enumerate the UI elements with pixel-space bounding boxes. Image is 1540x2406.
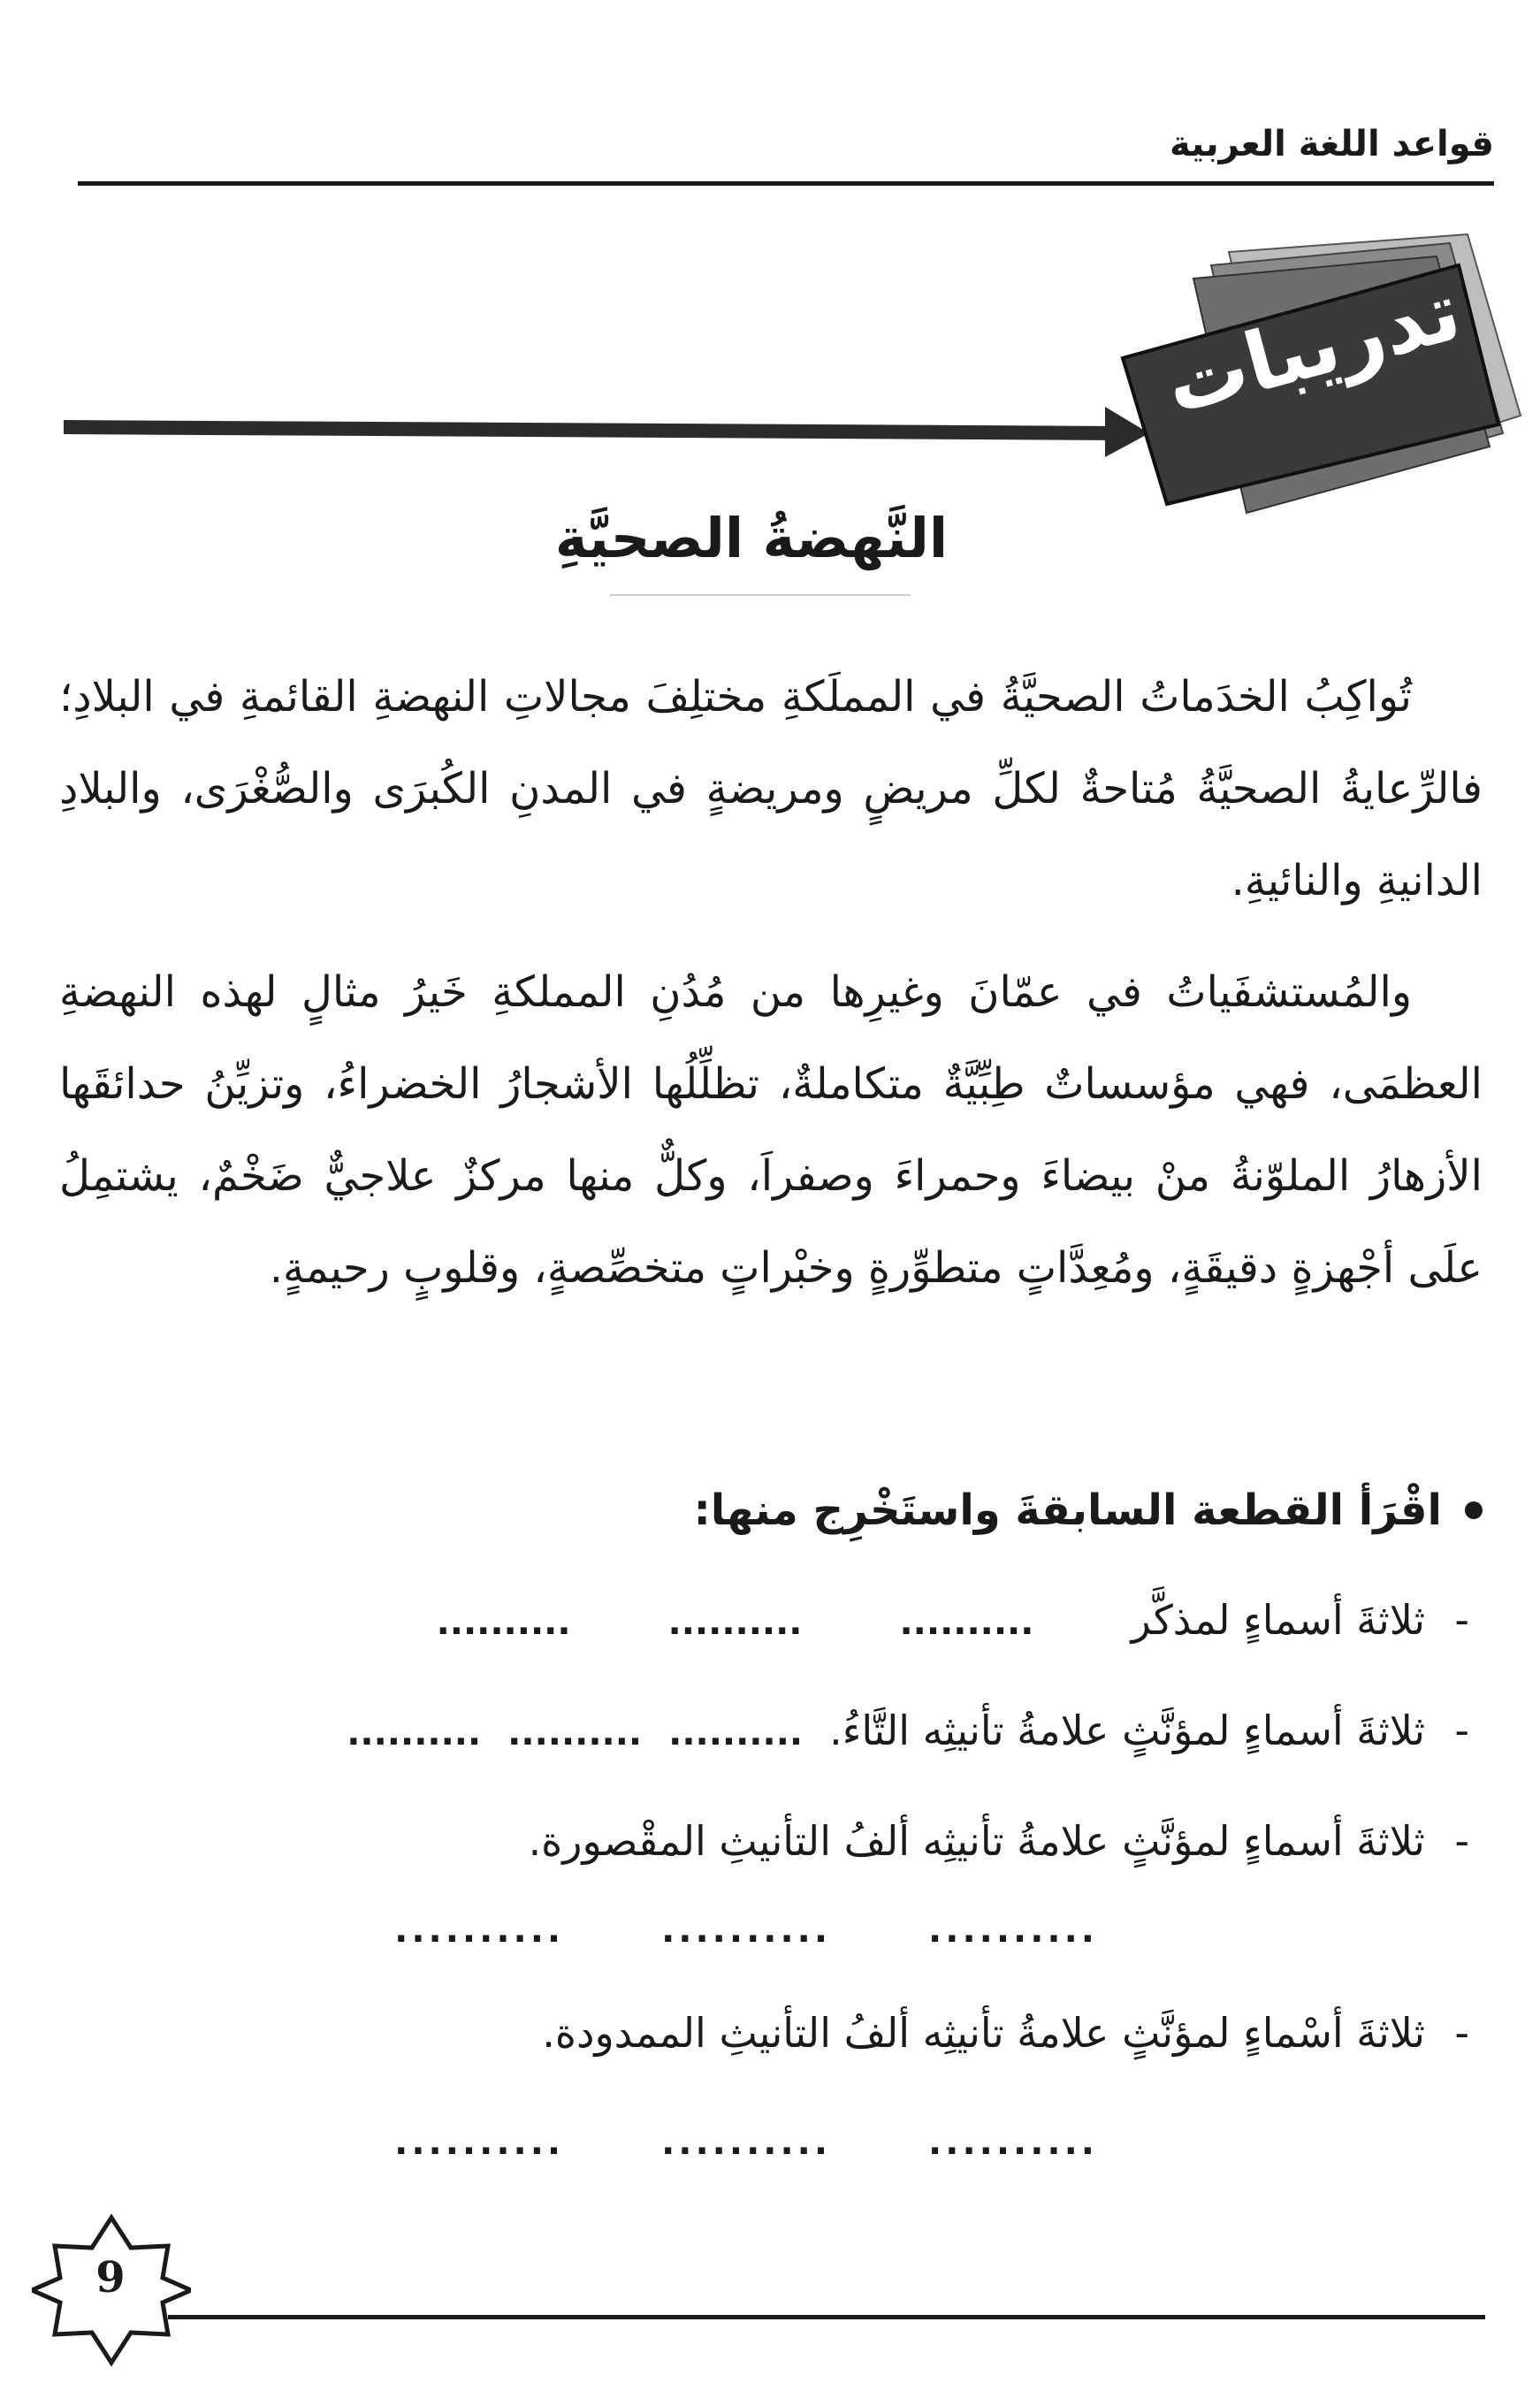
title-underline	[610, 594, 911, 596]
answer-blank[interactable]: ..........	[394, 2122, 565, 2163]
answer-blank[interactable]: ..........	[507, 1713, 643, 1753]
item-text: ثلاثةَ أسماءٍ لمذكَّر	[1131, 1596, 1425, 1644]
answer-blank[interactable]: ..........	[928, 1910, 1098, 1951]
exercise-instruction	[694, 1486, 1483, 1535]
answer-blank[interactable]: ..........	[394, 1910, 565, 1951]
item-4-answers	[394, 2122, 1098, 2163]
exercise-item-3	[55, 1817, 1469, 1865]
item-text: ثلاثةَ أسْماءٍ لمؤنَّثٍ علامةُ تأنيثِه ألفُ التأنيثِ الممدودة.	[542, 2009, 1425, 2057]
item-text: ثلاثةَ أسماءٍ لمؤنَّثٍ علامةُ تأنيثِه ألفُ التأنيثِ المقْصورة.	[528, 1817, 1425, 1865]
page-number: 9	[95, 2253, 126, 2303]
item-dash: -	[1454, 1596, 1469, 1644]
exercise-item-1	[55, 1596, 1469, 1644]
banner-label: تدريبات	[1155, 263, 1470, 433]
item-dash: -	[1454, 2009, 1469, 2057]
paragraph-1: تُواكِبُ الخدَماتُ الصحيَّةُ في المملَكةِ مختلِفَ مجالاتِ النهضةِ القائمةِ في البلادِ؛ فالرِّعايةُ الصحيَّةُ مُتاحةٌ لكلِّ مريضٍ ومريضةٍ في المدنِ الكُبرَى والصُّغْرَى، والبلادِ الدانيةِ والنائيةِ.	[59, 672, 1483, 905]
answer-blank[interactable]: ..........	[899, 1602, 1034, 1643]
answer-blank[interactable]: ..........	[347, 1713, 482, 1753]
header-rule	[78, 181, 1494, 186]
running-header: قواعد اللغة العربية	[1170, 124, 1494, 164]
answer-blank[interactable]: ..........	[436, 1602, 571, 1643]
exercise-item-4	[55, 2009, 1469, 2057]
answer-blank[interactable]: ..........	[928, 2122, 1098, 2163]
bullet-icon	[1465, 1501, 1483, 1519]
answer-blank[interactable]: ..........	[667, 1602, 803, 1643]
answer-blank[interactable]: ..........	[661, 2122, 832, 2163]
paragraph-2: والمُستشفَياتُ في عمّانَ وغيرِها من مُدُنِ المملكةِ خَيرُ مثالٍ لهذه النهضةِ العظمَى، فهي مؤسساتٌ طِبِّيَّةٌ متكاملةٌ، تظلِّلُها الأشجارُ الخضراءُ، وتزيِّنُ حدائقَها الأزهارُ الملوّنةُ منْ بيضاءَ وحمراءَ وصفراَ، وكلٌّ منها مركزٌ علاجيٌّ ضَخْمٌ، يشتمِلُ علَى أجْهزةٍ دقيقَةٍ، ومُعِدَّاتٍ متطوِّرةٍ وخبْراتٍ متخصِّصةٍ، وقلوبٍ رحيمةٍ.	[59, 967, 1483, 1293]
answer-blank[interactable]: ..........	[661, 1910, 832, 1951]
item-3-answers	[394, 1910, 1098, 1951]
banner-arrow-line	[64, 427, 1123, 433]
item-dash: -	[1454, 1707, 1469, 1754]
instruction-text: اقْرَأ القطعة السابقةَ واستَخْرِج منها:	[693, 1486, 1442, 1535]
exercise-item-2	[55, 1707, 1469, 1754]
answer-blank[interactable]: ..........	[668, 1713, 804, 1753]
footer-rule	[168, 2315, 1485, 2319]
article-title: النَّهضةُ الصحيَّةِ	[554, 506, 949, 570]
item-text: ثلاثةَ أسماءٍ لمؤنَّثٍ علامةُ تأنيثِه التَّاءُ.	[829, 1707, 1425, 1754]
item-dash: -	[1454, 1817, 1469, 1865]
